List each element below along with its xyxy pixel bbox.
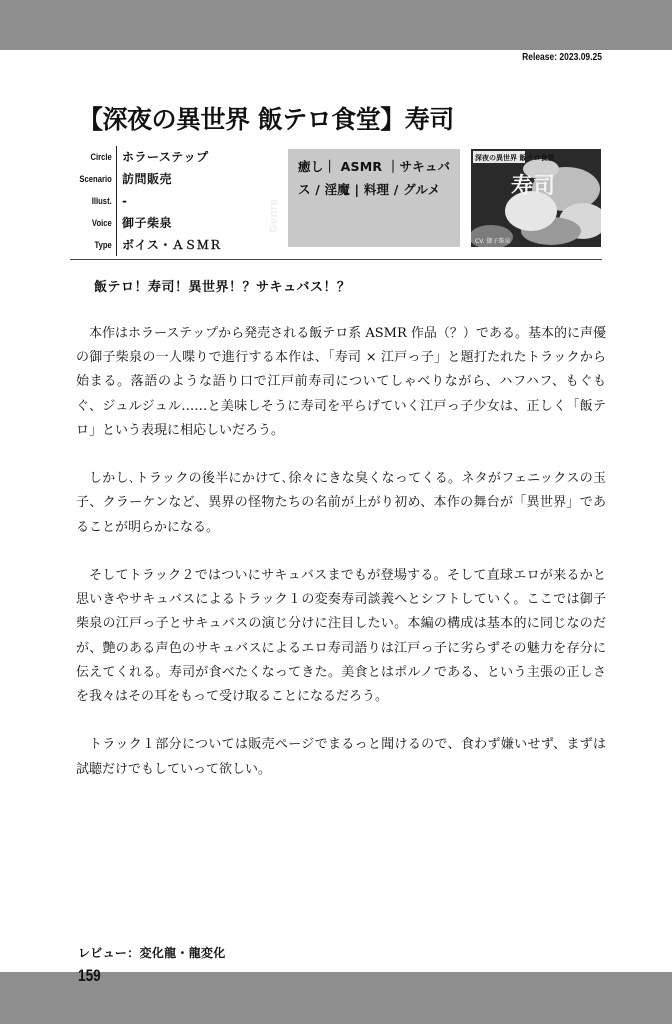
paragraph: しかし､トラックの後半にかけて､徐々にきな臭くなってくる。ネタがフェニックスの玉子、クラーケンなど、異界の怪物たちの名前が上がり初め、本作の舞台が「異世界」であることが明らかになる。 [76, 471, 606, 535]
paragraph: 本作はホラーステップから発売される飯テロ系 ASMR 作品（？）である。基本的に声優の御子柴泉の一人喋りで進行する本作は、「寿司 × 江戸っ子」と題打たれたトラックから始まる。落語のような語り口で江戸前寿司についてしゃべりながら、ハフハフ、もぐもぐ、ジュルジュル……と美味しそうに寿司を平らげていく江戸っ子少女は、正しく「飯テロ」という表現に相応しいだろう。 [76, 326, 606, 438]
bottom-band [0, 972, 672, 1024]
paragraph: トラック１部分については販売ページでまるっと聞けるので、食わず嫌いせず、まずは試聴だけでもしていって欲しい。 [76, 737, 606, 777]
meta-value: ホラーステップ [116, 146, 209, 168]
reviewer-credit: レビュー：変化龍・龍変化 [78, 946, 226, 960]
meta-row-type [68, 234, 286, 256]
meta-value: 御子柴泉 [116, 212, 172, 234]
article-body [76, 322, 606, 806]
cover-art-illustration [471, 149, 601, 247]
meta-table [68, 146, 286, 256]
meta-value: ボイス・ＡＳＭＲ [116, 234, 222, 256]
genre-tags: 癒し｜ ASMR ｜サキュバス / 淫魔 | 料理 / グルメ [298, 159, 451, 197]
cover-title: 寿司 [511, 173, 556, 199]
genre-box [268, 149, 460, 247]
cover-badge: 深夜の異世界 飯テロ食堂 [475, 154, 555, 162]
meta-label: Circle [90, 152, 112, 162]
meta-row-scenario [68, 168, 286, 190]
meta-row-voice [68, 212, 286, 234]
cover-voice-credit: CV. 御子柴泉 [475, 238, 511, 245]
meta-row-circle [68, 146, 286, 168]
paragraph: そしてトラック２ではついにサキュバスまでもが登場する。そして直球エロが来るかと思いきやサキュバスによるトラック１の変奏寿司談義へとシフトしていく。ここでは御子柴泉の江戸っ子とサキュバスの演じ分けに注目したい。本編の構成は基本的に同じなのだが、艶のある声色のサキュバスによるエロ寿司語りは江戸っ子に劣らずその魅力を存分に伝えてくれる。寿司が食べたくなってきた。美食とはポルノである、という主張の正しさを我々はその耳をもって受け取ることになるだろう。 [76, 568, 606, 705]
top-band [0, 0, 672, 50]
meta-row-illust [68, 190, 286, 212]
article-lead: 飯テロ！寿司！異世界！？サキュバス！？ [94, 280, 351, 295]
cover-image [471, 149, 601, 247]
page-title: 【深夜の異世界 飯テロ食堂】寿司 [78, 105, 454, 134]
meta-label: Illust. [91, 196, 112, 206]
divider [70, 259, 602, 260]
meta-label: Type [94, 240, 112, 250]
genre-label: Genre [268, 198, 280, 233]
meta-label: Scenario [79, 174, 112, 184]
page-number: 159 [78, 966, 101, 985]
release-date: Release: 2023.09.25 [522, 52, 602, 63]
meta-value: - [116, 190, 127, 212]
meta-label: Voice [91, 218, 112, 228]
meta-value: 訪問販売 [116, 168, 172, 190]
